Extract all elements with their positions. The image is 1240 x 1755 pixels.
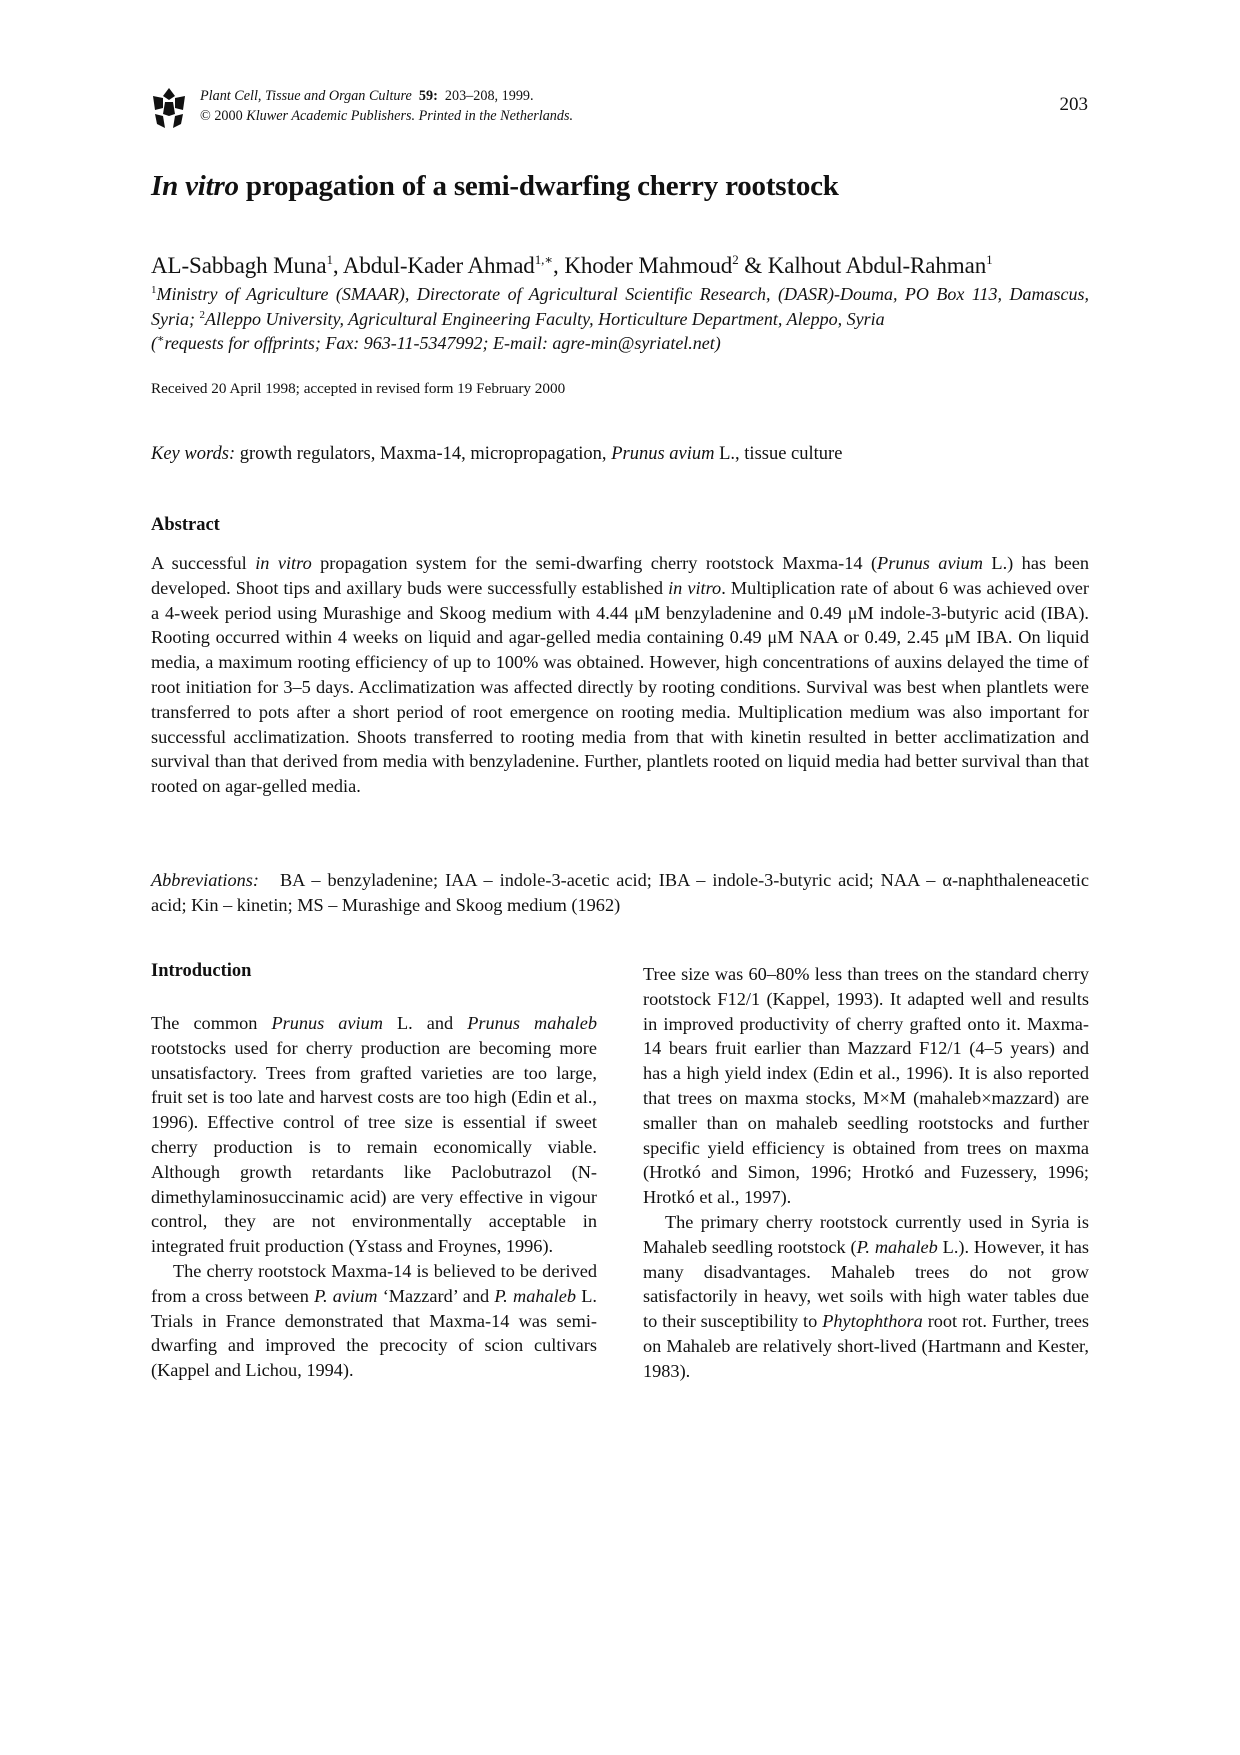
publisher-logo-icon xyxy=(151,86,187,130)
author: AL-Sabbagh Muna xyxy=(151,253,327,278)
author: Khoder Mahmoud xyxy=(564,253,733,278)
journal-citation: Plant Cell, Tissue and Organ Culture 59: 203–208, 1999. xyxy=(200,88,534,104)
author: Abdul-Kader Ahmad xyxy=(342,253,535,278)
abstract-heading: Abstract xyxy=(151,515,220,535)
author-list: AL-Sabbagh Muna$^1$, Abdul-Kader Ahmad$^{1,∗}$, Khoder Mahmoud$^2$ & Kalhout Abdul-Rahman$^1$ xyxy=(151,252,993,278)
author: Kalhout Abdul-Rahman xyxy=(767,253,987,278)
page-number: 203 xyxy=(1059,94,1088,115)
introduction-heading: Introduction xyxy=(151,961,252,981)
intro-column-right xyxy=(643,962,1089,1384)
paragraph: The cherry rootstock Maxma-14 is believed to be derived from a cross between P. avium ‘Mazzard’ and P. mahaleb L. Trials in France demonstrated that Maxma-14 was semi-dwarfing and improved the precocity of scion cultivars (Kappel and Lichou, 1994). xyxy=(151,1260,597,1381)
abbreviations: Abbreviations: BA – benzyladenine; IAA – indole-3-acetic acid; IBA – indole-3-butyric acid; NAA – α-naphthaleneacetic acid; Kin – kinetin; MS – Murashige and Skoog medium (1962) xyxy=(151,870,1094,915)
article-title: In vitro propagation of a semi-dwarfing cherry rootstock xyxy=(151,170,839,202)
abstract-body: A successful in vitro propagation system for the semi-dwarfing cherry rootstock Maxma-14 (Prunus avium L.) has been developed. Shoot tips and axillary buds were successfully established in vitro. Multiplication rate of about 6 was achieved over a 4-week period using Murashige and Skoog medium with 4.44 μM benzyladenine and 0.49 μM indole-3-butyric acid (IBA). Rooting occurred within 4 weeks on liquid and agar-gelled media containing 0.49 μM NAA or 0.49, 2.45 μM IBA. On liquid media, a maximum rooting efficiency of up to 100% was obtained. However, high concentrations of auxins delayed the time of root initiation for 3–5 days. Acclimatization was affected directly by rooting conditions. Survival was best when plantlets were transferred to pots after a short period of root emergence on rooting media. Multiplication medium was also important for successful acclimatization. Shoots transferred to rooting media from that with kinetin resulted in better acclimatization and survival than that derived from media with benzyladenine. Further, plantlets rooted on liquid media had better survival than that rooted on agar-gelled media. xyxy=(151,553,1090,797)
journal-copyright: © 2000 Kluwer Academic Publishers. Printed in the Netherlands. xyxy=(200,108,574,124)
intro-column-left xyxy=(151,1011,597,1383)
keywords: Key words: growth regulators, Maxma-14, micropropagation, Prunus avium L., tissue culture xyxy=(151,444,843,464)
paragraph: The primary cherry rootstock currently used in Syria is Mahaleb seedling rootstock (P. mahaleb L.). However, it has many disadvantages. Mahaleb trees do not grow satisfactorily in heavy, wet soils with high water tables due to their susceptibility to Phytophthora root rot. Further, trees on Mahaleb are relatively short-lived (Hartmann and Kester, 1983). xyxy=(643,1211,1089,1381)
paragraph: Tree size was 60–80% less than trees on the standard cherry rootstock F12/1 (Kappel, 1993). It adapted well and results in improved productivity of cherry grafted onto it. Maxma-14 bears fruit earlier than Mazzard F12/1 (4–5 years) and has a high yield index (Edin et al., 1996). It is also reported that trees on maxma stocks, M×M (mahaleb×mazzard) are smaller than on mahaleb seedling rootstocks and further specific yield efficiency is obtained from trees on maxma (Hrotkó and Simon, 1996; Hrotkó and Fuzessery, 1996; Hrotkó et al., 1997). xyxy=(643,964,1089,1208)
received-dates: Received 20 April 1998; accepted in revised form 19 February 2000 xyxy=(151,380,566,397)
paragraph: The common Prunus avium L. and Prunus mahaleb rootstocks used for cherry production are becoming more unsatisfactory. Trees from grafted varieties are too large, fruit set is too late and harvest costs are too high (Edin et al., 1996). Effective control of tree size is essential if sweet cherry production is to remain economically viable. Although growth retardants like Paclobutrazol (N-dimethylaminosuccinamic acid) are very effective in vigour control, they are not environmentally acceptable in integrated fruit production (Ystass and Froynes, 1996). xyxy=(151,1013,597,1257)
affiliations: $^1$Ministry of Agriculture (SMAAR), Directorate of Agricultural Scientific Research, (DASR)-Douma, PO Box 113, Damascus, Syria; $^2$Alleppo University, Agricultural Engineering Faculty, Horticulture Department, Aleppo, Syria (∗requests for offprints; Fax: 963-11-5347992; E-mail: agre-min@syriatel.net) xyxy=(151,284,1089,354)
